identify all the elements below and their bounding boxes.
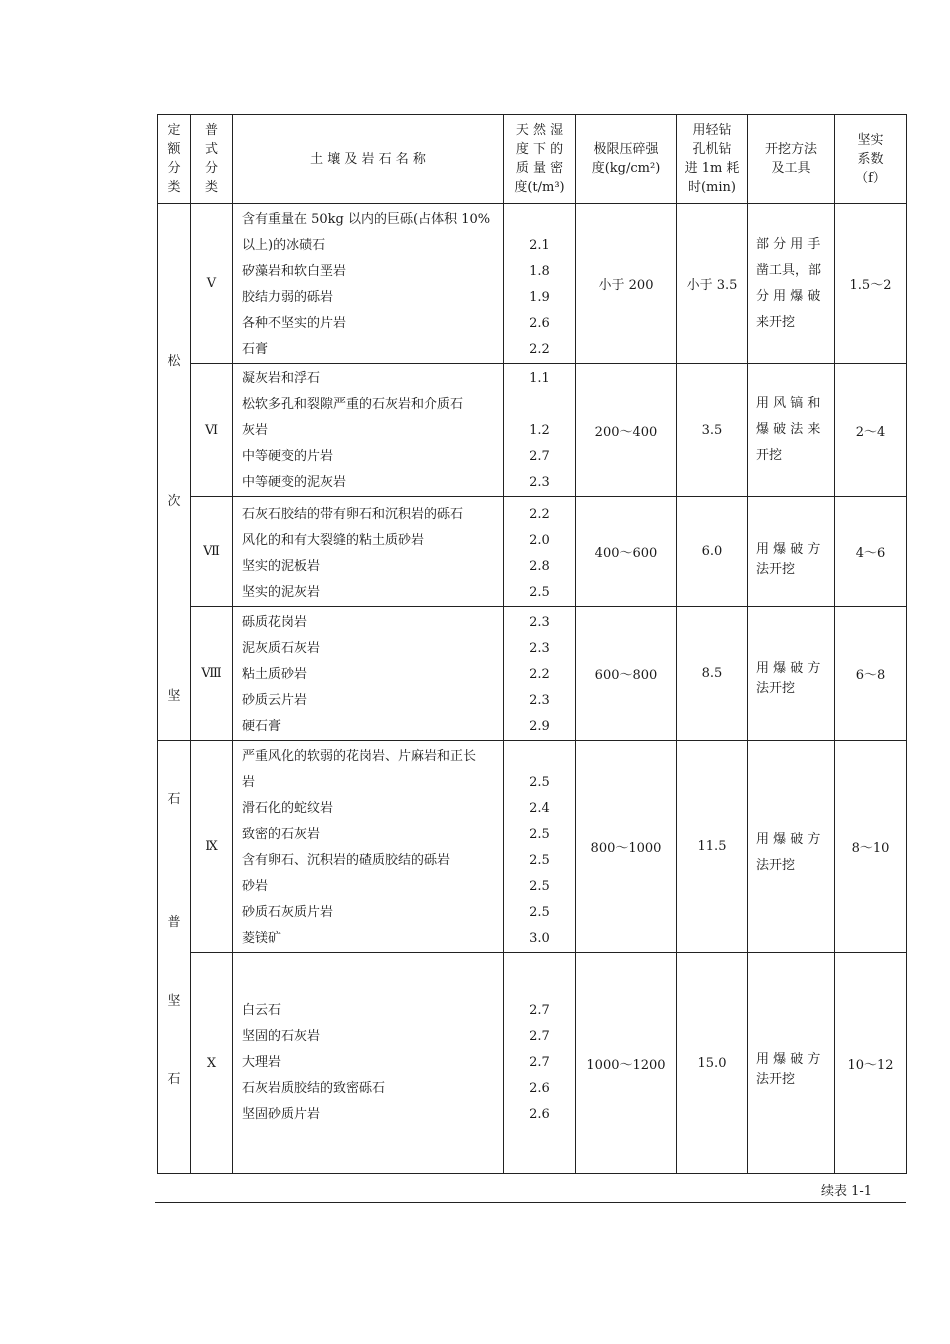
list-item: 砂质石灰质片岩 [242,904,334,920]
grade-cell: Ⅴ [191,204,233,364]
coef-cell: 4～6 [835,497,907,607]
strength-cell: 600～800 [576,607,677,741]
strength-cell: 200～400 [576,364,677,497]
density-cell: 2.7 2.7 2.7 2.6 2.6 [504,953,576,1174]
header-standard-class: 普 式 分 类 [191,115,233,204]
list-item: 石膏 [242,342,269,357]
coef-cell: 8～10 [835,741,907,953]
header-excavation-method: 开挖方法 及工具 [748,115,835,204]
density-cell: 2.2 2.0 2.8 2.5 [504,497,576,607]
strength-cell: 1000～1200 [576,953,677,1174]
grade-cell: Ⅹ [191,953,233,1174]
list-item: 硬石膏 [242,719,282,734]
list-item: 各种不坚实的片岩 [242,316,347,331]
rock-names-cell [233,364,504,497]
list-item: 严重风化的软弱的花岗岩、片麻岩和正长 [242,748,477,764]
coef-cell: 6～8 [835,607,907,741]
group-label-soft-rock: 松 次 坚 石 [158,204,191,741]
drill-time-cell: 8.5 [677,607,748,741]
table-row [158,204,907,364]
list-item: 坚固砂质片岩 [242,1107,321,1122]
list-item: 松软多孔和裂隙严重的石灰岩和介质石 [242,397,464,412]
rock-names-cell [233,204,504,364]
rock-names-cell [233,607,504,741]
list-item: 粘土质砂岩 [242,667,308,682]
strength-cell: 小于 200 [576,204,677,364]
list-item: 胶结力弱的砾岩 [242,290,334,305]
list-item: 坚固的石灰岩 [242,1029,321,1044]
rock-names-cell [233,953,504,1174]
drill-time-cell: 3.5 [677,364,748,497]
group-label-normal-rock: 普 坚 石 [158,741,191,1174]
drill-time-cell: 15.0 [677,953,748,1174]
list-item: 岩 [242,774,256,790]
rock-names-cell [233,741,504,953]
list-item: 以上)的冰碛石 [242,238,326,253]
coef-cell: 10～12 [835,953,907,1174]
list-item: 风化的和有大裂缝的粘土质砂岩 [242,533,425,548]
drill-time-cell: 小于 3.5 [677,204,748,364]
list-item: 含有重量在 50kg 以内的巨砾(占体积 10% [242,212,491,227]
list-item: 石灰岩质胶结的致密砾石 [242,1081,386,1096]
list-item: 砾质花岗岩 [242,615,308,630]
header-crush-strength: 极限压碎强 度(kg/cm²) [576,115,677,204]
density-cell: 2.1 1.8 1.9 2.6 2.2 [504,204,576,364]
continued-table-label: 续表 1-1 [821,1184,873,1199]
list-item: 坚实的泥灰岩 [242,585,321,600]
list-item: 滑石化的蛇纹岩 [242,800,334,816]
list-item: 中等硬变的泥灰岩 [242,475,347,490]
table-row [158,497,907,607]
header-row [158,115,907,204]
list-item: 致密的石灰岩 [242,826,321,842]
grade-cell: Ⅷ [191,607,233,741]
strength-cell: 800～1000 [576,741,677,953]
list-item: 菱镁矿 [242,930,282,946]
drill-time-cell: 11.5 [677,741,748,953]
footer-divider [155,1202,906,1203]
list-item: 中等硬变的片岩 [242,449,334,464]
list-item: 含有卵石、沉积岩的碴质胶结的砾岩 [242,852,451,868]
method-cell: 用 爆 破 方 法开挖 [748,953,835,1174]
rock-classification-table [157,114,907,1174]
table-row [158,364,907,497]
header-drill-time: 用轻钻 孔机钻 进 1m 耗 时(min) [677,115,748,204]
method-cell: 用 爆 破 方 法开挖 [748,607,835,741]
grade-cell: Ⅵ [191,364,233,497]
list-item: 大理岩 [242,1055,282,1070]
list-item: 坚实的泥板岩 [242,559,321,574]
header-rock-name: 土 壤 及 岩 石 名 称 [233,115,504,204]
header-density: 天 然 湿 度 下 的 质 量 密 度(t/m³) [504,115,576,204]
method-cell: 用 爆 破 方 法开挖 [748,497,835,607]
drill-time-cell: 6.0 [677,497,748,607]
list-item: 灰岩 [242,423,269,438]
header-firmness-coef: 坚实 系数 （f） [835,115,907,204]
grade-cell: Ⅶ [191,497,233,607]
header-quota-class: 定 额 分 类 [158,115,191,204]
rock-names-cell [233,497,504,607]
coef-cell: 1.5～2 [835,204,907,364]
coef-cell: 2～4 [835,364,907,497]
list-item: 白云石 [242,1003,282,1018]
method-cell: 部 分 用 手 凿工具，部 分 用 爆 破 来开挖 [748,204,835,364]
density-cell: 1.1 1.2 2.7 2.3 [504,364,576,497]
grade-cell: Ⅸ [191,741,233,953]
density-cell: 2.5 2.4 2.5 2.5 2.5 2.5 3.0 [504,741,576,953]
list-item: 矽藻岩和软白垩岩 [242,264,347,279]
method-cell: 用 风 镐 和 爆 破 法 来 开挖 [748,364,835,497]
list-item: 砂质云片岩 [242,693,308,708]
density-cell: 2.3 2.3 2.2 2.3 2.9 [504,607,576,741]
strength-cell: 400～600 [576,497,677,607]
list-item: 砂岩 [242,878,269,894]
list-item: 泥灰质石灰岩 [242,641,321,656]
table-row [158,607,907,741]
table-row [158,953,907,1174]
list-item: 凝灰岩和浮石 [242,371,321,386]
table-row [158,741,907,953]
method-cell: 用 爆 破 方 法开挖 [748,741,835,953]
list-item: 石灰石胶结的带有卵石和沉积岩的砾石 [242,507,464,522]
